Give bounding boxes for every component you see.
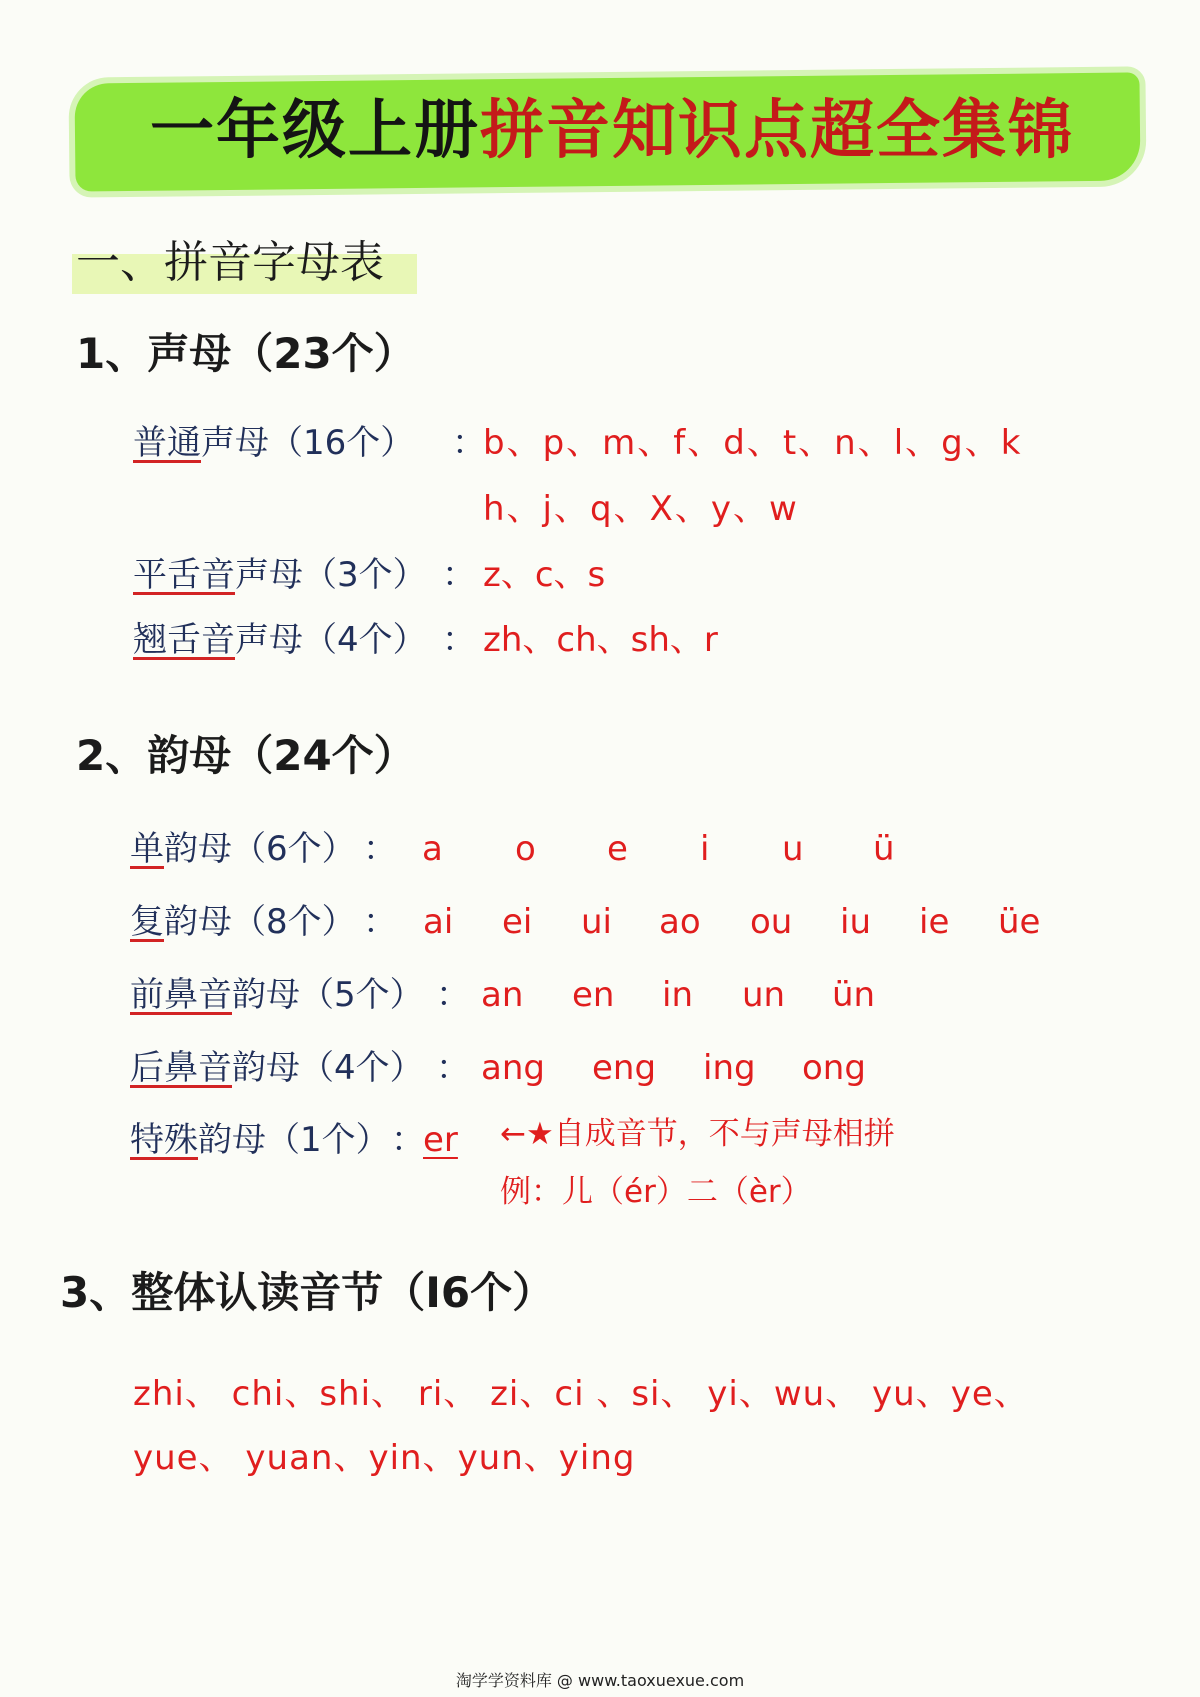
whole-syllables-line1: zhi、 chi、shi、 ri、 zi、ci 、si、 yi、wu、 yu、ye、 bbox=[133, 1374, 1029, 1414]
label-rest: 韵母 bbox=[198, 1120, 266, 1160]
label-count: （16个） bbox=[269, 423, 415, 463]
final-item: ing bbox=[703, 1048, 756, 1088]
page-title bbox=[150, 86, 1074, 176]
label-single-finals bbox=[130, 826, 356, 872]
final-item: eng bbox=[592, 1048, 657, 1088]
colon: ： bbox=[452, 423, 486, 463]
final-item: üe bbox=[998, 902, 1041, 942]
initials-flat-line: z、c、s bbox=[483, 555, 606, 595]
label-rest: 韵母 bbox=[232, 975, 300, 1015]
colon: ： bbox=[442, 555, 476, 595]
final-item: u bbox=[782, 829, 804, 869]
label-count: （4个） bbox=[300, 1048, 424, 1088]
label-count: （8个） bbox=[232, 902, 356, 942]
label-front-nasal-finals bbox=[130, 972, 424, 1018]
label-underlined: 后鼻音 bbox=[130, 1048, 232, 1088]
label-underlined: 普通 bbox=[133, 423, 201, 463]
final-item: an bbox=[481, 975, 524, 1015]
colon: ： bbox=[363, 829, 397, 869]
colon: ： bbox=[436, 1048, 470, 1088]
final-item: ei bbox=[502, 902, 533, 942]
final-item: e bbox=[607, 829, 628, 869]
whole-syllables-line2: yue、 yuan、yin、yun、ying bbox=[133, 1438, 636, 1478]
label-rest: 声母 bbox=[201, 423, 269, 463]
final-item: ou bbox=[750, 902, 793, 942]
label-underlined: 复 bbox=[130, 902, 164, 942]
label-rest: 韵母 bbox=[164, 902, 232, 942]
label-flat-tongue-initials bbox=[133, 552, 427, 598]
label-special-finals bbox=[130, 1117, 390, 1163]
label-count: （3个） bbox=[303, 555, 427, 595]
colon: ： bbox=[442, 620, 476, 660]
title-black-part: 一年级上册 bbox=[150, 94, 480, 168]
label-underlined: 前鼻音 bbox=[130, 975, 232, 1015]
label-rest: 声母 bbox=[235, 555, 303, 595]
final-item: ong bbox=[802, 1048, 866, 1088]
final-item: ai bbox=[423, 902, 454, 942]
final-item: iu bbox=[840, 902, 871, 942]
heading-initials: 1、声母（23个） bbox=[76, 329, 416, 378]
footer-watermark: 淘学学资料库 @ www.taoxuexue.com bbox=[455, 1671, 745, 1690]
special-final-er: er bbox=[423, 1120, 458, 1160]
label-common-initials bbox=[133, 420, 414, 466]
final-item: ie bbox=[919, 902, 950, 942]
label-rest: 韵母 bbox=[232, 1048, 300, 1088]
final-item: ü bbox=[873, 829, 895, 869]
special-final-example: 例：儿（ér）二（èr） bbox=[500, 1174, 812, 1210]
label-rest: 声母 bbox=[235, 620, 303, 660]
colon: ： bbox=[363, 902, 397, 942]
colon: ： bbox=[391, 1120, 425, 1160]
title-red-part: 拼音知识点超全集锦 bbox=[480, 94, 1074, 168]
section-title-alphabet: 一、拼音字母表 bbox=[76, 237, 384, 288]
final-item: i bbox=[700, 829, 710, 869]
final-item: ang bbox=[481, 1048, 545, 1088]
label-count: （5个） bbox=[300, 975, 424, 1015]
label-count: （4个） bbox=[303, 620, 427, 660]
final-item: ao bbox=[659, 902, 701, 942]
label-underlined: 平舌音 bbox=[133, 555, 235, 595]
special-final-note: ←★自成音节，不与声母相拼 bbox=[500, 1116, 895, 1152]
final-item: o bbox=[515, 829, 536, 869]
colon: ： bbox=[436, 975, 470, 1015]
initials-common-line2: h、j、q、X、y、w bbox=[483, 489, 799, 529]
final-item: ui bbox=[581, 902, 612, 942]
heading-finals: 2、韵母（24个） bbox=[76, 731, 416, 780]
initials-common-line1: b、p、m、f、d、t、n、l、g、k bbox=[483, 423, 1023, 463]
final-item: un bbox=[742, 975, 786, 1015]
final-item: ün bbox=[832, 975, 876, 1015]
heading-whole-syllables: 3、整体认读音节（I6个） bbox=[60, 1268, 555, 1317]
label-count: （1个） bbox=[266, 1120, 390, 1160]
label-rest: 韵母 bbox=[164, 829, 232, 869]
label-back-nasal-finals bbox=[130, 1045, 424, 1091]
final-item: en bbox=[572, 975, 615, 1015]
final-item: a bbox=[422, 829, 443, 869]
label-compound-finals bbox=[130, 899, 356, 945]
label-underlined: 单 bbox=[130, 829, 164, 869]
label-underlined: 特殊 bbox=[130, 1120, 198, 1160]
label-count: （6个） bbox=[232, 829, 356, 869]
initials-retroflex-line: zh、ch、sh、r bbox=[483, 620, 718, 660]
final-item: in bbox=[662, 975, 693, 1015]
label-retroflex-initials bbox=[133, 617, 427, 663]
label-underlined: 翘舌音 bbox=[133, 620, 235, 660]
